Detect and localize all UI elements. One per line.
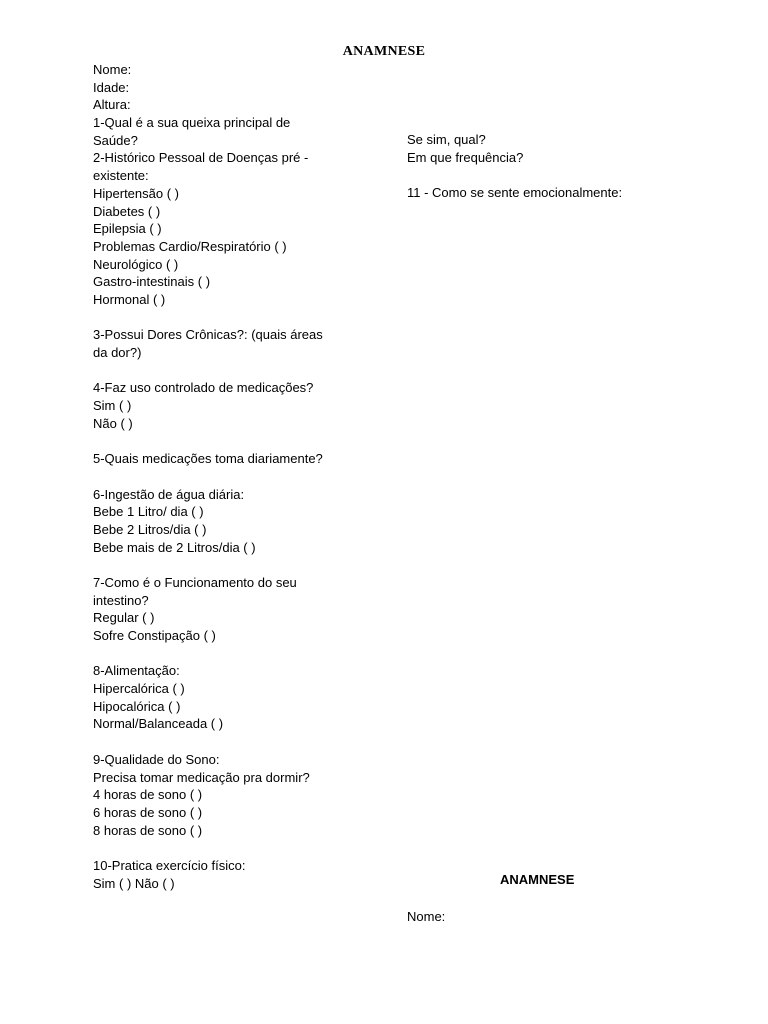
option-8-horas: 8 horas de sono ( ) bbox=[93, 822, 203, 838]
spacer bbox=[93, 733, 383, 751]
question-8: 8-Alimentação: bbox=[93, 663, 180, 679]
spacer bbox=[407, 166, 727, 184]
question-2-line-2: existente: bbox=[93, 168, 149, 184]
option-hormonal: Hormonal ( ) bbox=[93, 291, 166, 307]
right-column bbox=[407, 131, 727, 202]
option-nao: Não ( ) bbox=[93, 415, 133, 431]
field-nome: Nome: bbox=[93, 62, 132, 77]
field-idade: Idade: bbox=[93, 79, 130, 95]
question-5: 5-Quais medicações toma diariamente? bbox=[93, 451, 323, 467]
second-form-nome: Nome: bbox=[407, 909, 446, 924]
option-hipertensao: Hipertensão ( ) bbox=[93, 185, 179, 201]
option-hipocalorica: Hipocalórica ( ) bbox=[93, 698, 181, 714]
spacer bbox=[93, 432, 383, 450]
option-hipercalorica: Hipercalórica ( ) bbox=[93, 681, 185, 697]
question-7-line-1: 7-Como é o Funcionamento do seu bbox=[93, 574, 297, 590]
option-constipacao: Sofre Constipação ( ) bbox=[93, 628, 216, 643]
spacer bbox=[93, 645, 383, 663]
option-gastro-intestinais: Gastro-intestinais ( ) bbox=[93, 274, 211, 290]
option-regular: Regular ( ) bbox=[93, 610, 155, 626]
option-sim: Sim ( ) bbox=[93, 398, 132, 414]
spacer bbox=[93, 556, 383, 574]
question-10: 10-Pratica exercício físico: bbox=[93, 857, 246, 873]
option-diabetes: Diabetes ( ) bbox=[93, 203, 161, 219]
spacer bbox=[93, 362, 383, 380]
question-6: 6-Ingestão de água diária: bbox=[93, 486, 245, 502]
spacer bbox=[93, 839, 383, 857]
option-6-horas: 6 horas de sono ( ) bbox=[93, 804, 203, 820]
document-title: ANAMNESE bbox=[342, 44, 426, 59]
option-mais-2-litros: Bebe mais de 2 Litros/dia ( ) bbox=[93, 539, 256, 555]
question-1-line-1: 1-Qual é a sua queixa principal de bbox=[93, 115, 291, 131]
option-sim-nao: Sim ( ) Não ( ) bbox=[93, 875, 175, 891]
option-epilepsia: Epilepsia ( ) bbox=[93, 221, 162, 237]
question-1-line-2: Saúde? bbox=[93, 132, 138, 148]
spacer bbox=[93, 309, 383, 327]
field-frequencia: Em que frequência? bbox=[407, 149, 524, 165]
question-7-line-2: intestino? bbox=[93, 592, 149, 608]
option-cardio-respiratorio: Problemas Cardio/Respiratório ( ) bbox=[93, 238, 287, 254]
spacer bbox=[93, 468, 383, 486]
field-altura: Altura: bbox=[93, 97, 131, 113]
question-3-line-2: da dor?) bbox=[93, 345, 142, 360]
question-9-medicacao: Precisa tomar medicação pra dormir? bbox=[93, 769, 310, 785]
question-9: 9-Qualidade do Sono: bbox=[93, 751, 220, 767]
question-3-line-1: 3-Possui Dores Crônicas?: (quais áreas bbox=[93, 327, 323, 343]
field-se-sim-qual: Se sim, qual? bbox=[407, 132, 486, 147]
option-neurologico: Neurológico ( ) bbox=[93, 256, 179, 272]
option-2-litros: Bebe 2 Litros/dia ( ) bbox=[93, 521, 207, 537]
left-column bbox=[93, 61, 383, 892]
option-1-litro: Bebe 1 Litro/ dia ( ) bbox=[93, 504, 204, 520]
question-2-line-1: 2-Histórico Pessoal de Doenças pré - bbox=[93, 150, 309, 166]
question-11: 11 - Como se sente emocionalmente: bbox=[407, 185, 623, 201]
option-4-horas: 4 horas de sono ( ) bbox=[93, 787, 203, 803]
question-4: 4-Faz uso controlado de medicações? bbox=[93, 380, 314, 396]
option-normal-balanceada: Normal/Balanceada ( ) bbox=[93, 716, 224, 732]
second-form-title: ANAMNESE bbox=[500, 872, 575, 887]
